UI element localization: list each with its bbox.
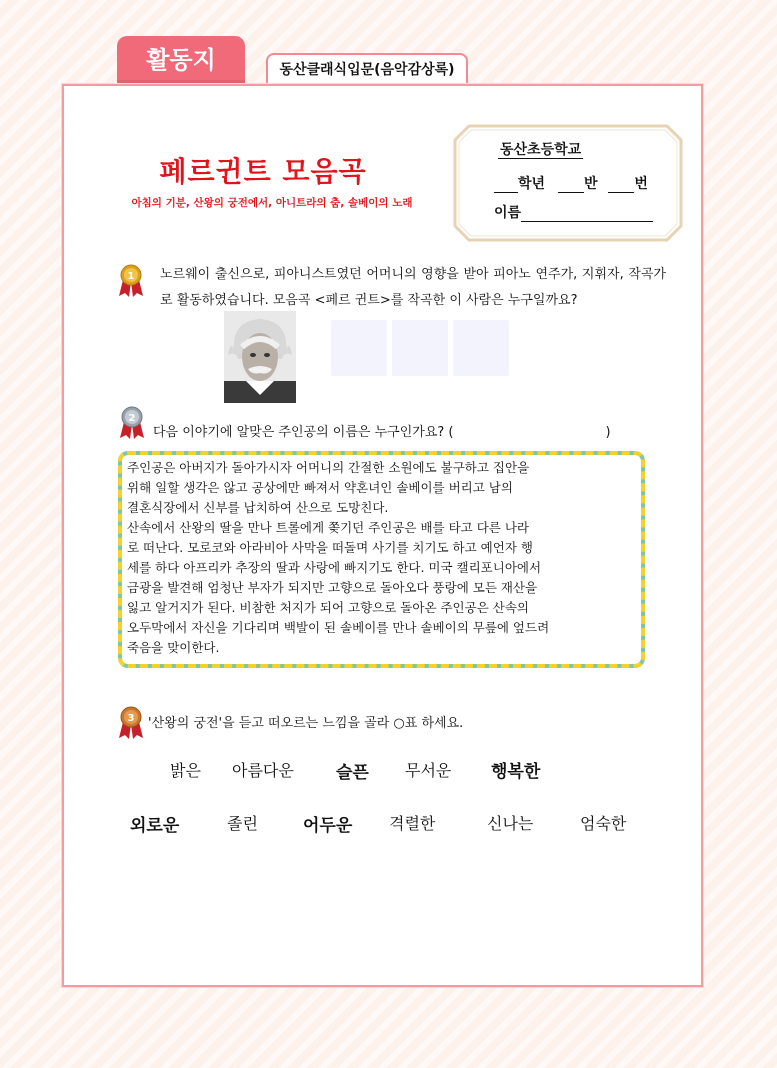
- feeling-word[interactable]: 밝은: [170, 761, 201, 780]
- question-2-prompt: 다음 이야기에 알맞은 주인공의 이름은 누구인가요? (: [153, 425, 454, 440]
- school-name: 동산초등학교: [500, 142, 582, 158]
- feeling-word[interactable]: 행복한: [491, 762, 541, 782]
- activity-sheet-tab: 활동지: [117, 36, 245, 84]
- course-label: 동산클래식입문(음악감상록): [266, 53, 468, 84]
- class-blank[interactable]: [558, 178, 584, 193]
- svg-text:3: 3: [127, 713, 135, 724]
- question-3-text: '산왕의 궁전'을 듣고 떠오르는 느낌을 골라 ○표 하세요.: [148, 716, 464, 731]
- feeling-word[interactable]: 어두운: [303, 816, 353, 836]
- answer-box-3[interactable]: [453, 320, 509, 376]
- story-text: 주인공은 아버지가 돌아가시자 어머니의 간절한 소원에도 불구하고 집안을 위해 일할 생각은 않고 공상에만 빠져서 약혼녀인 솔베이를 버리고 남의 결혼식장에서 신부를 납치하여 산으로 도망친다. 산속에서 산왕의 딸을 만나 트롤에게 쫒기던 주인공은 배를 타고 다른 나라 로 떠난다. 모로코와 아라비아 사막을 떠돌며 사기를 치기도 하고 예언자 행 세를 하다 아프리카 추장의 딸과 사랑에 빠지기도 한다. 미국 캘리포니아에서 금광을 발견해 엄청난 부자가 되지만 고향으로 돌아오다 풍랑에 모든 재산을 잃고 알거지가 된다. 비참한 처지가 되어 고향으로 돌아온 주인공은 산속의 오두막에서 자신을 기다리며 백발이 된 솔베이를 만나 솔베이의 무릎에 엎드려 죽음을 맞이한다.: [127, 460, 550, 655]
- feeling-word[interactable]: 슬픈: [336, 763, 369, 783]
- feeling-word[interactable]: 외로운: [130, 816, 180, 836]
- feeling-word[interactable]: 격렬한: [389, 814, 436, 833]
- page-subtitle: 아침의 기분, 산왕의 궁전에서, 아니트라의 춤, 솔베이의 노래: [131, 197, 413, 209]
- gold-medal-icon: [117, 264, 145, 298]
- feeling-word[interactable]: 졸린: [227, 814, 258, 833]
- answer-box-1[interactable]: [331, 320, 387, 376]
- page-title: 페르귄트 모음곡: [159, 155, 367, 188]
- grade-label: 학년: [518, 176, 546, 192]
- grade-blank[interactable]: [494, 178, 518, 193]
- composer-portrait: [224, 311, 296, 403]
- silver-medal-icon: [118, 406, 146, 440]
- feeling-word[interactable]: 신나는: [487, 814, 534, 833]
- number-label: 번: [634, 176, 648, 192]
- class-label: 반: [583, 176, 598, 192]
- question-2-closing: ): [605, 425, 611, 440]
- feeling-word[interactable]: 아름다운: [232, 761, 294, 780]
- question-1-text: 노르웨이 출신으로, 피아니스트였던 어머니의 영향을 받아 피아노 연주가, 지휘자, 작곡가로 활동하였습니다. 모음곡 <페르 귄트>를 작곡한 이 사람은 누구일까요?: [160, 267, 666, 308]
- svg-text:2: 2: [128, 413, 136, 424]
- number-blank[interactable]: [608, 178, 634, 193]
- name-blank[interactable]: [521, 207, 653, 222]
- name-field: [494, 202, 653, 222]
- feeling-word[interactable]: 무서운: [405, 761, 452, 780]
- svg-text:1: 1: [127, 271, 135, 282]
- grade-class-number: [494, 173, 648, 193]
- question-2-text: [153, 421, 653, 440]
- answer-box-2[interactable]: [392, 320, 448, 376]
- feeling-word[interactable]: 엄숙한: [580, 814, 627, 833]
- name-label: 이름: [494, 205, 522, 221]
- bronze-medal-icon: [117, 706, 145, 740]
